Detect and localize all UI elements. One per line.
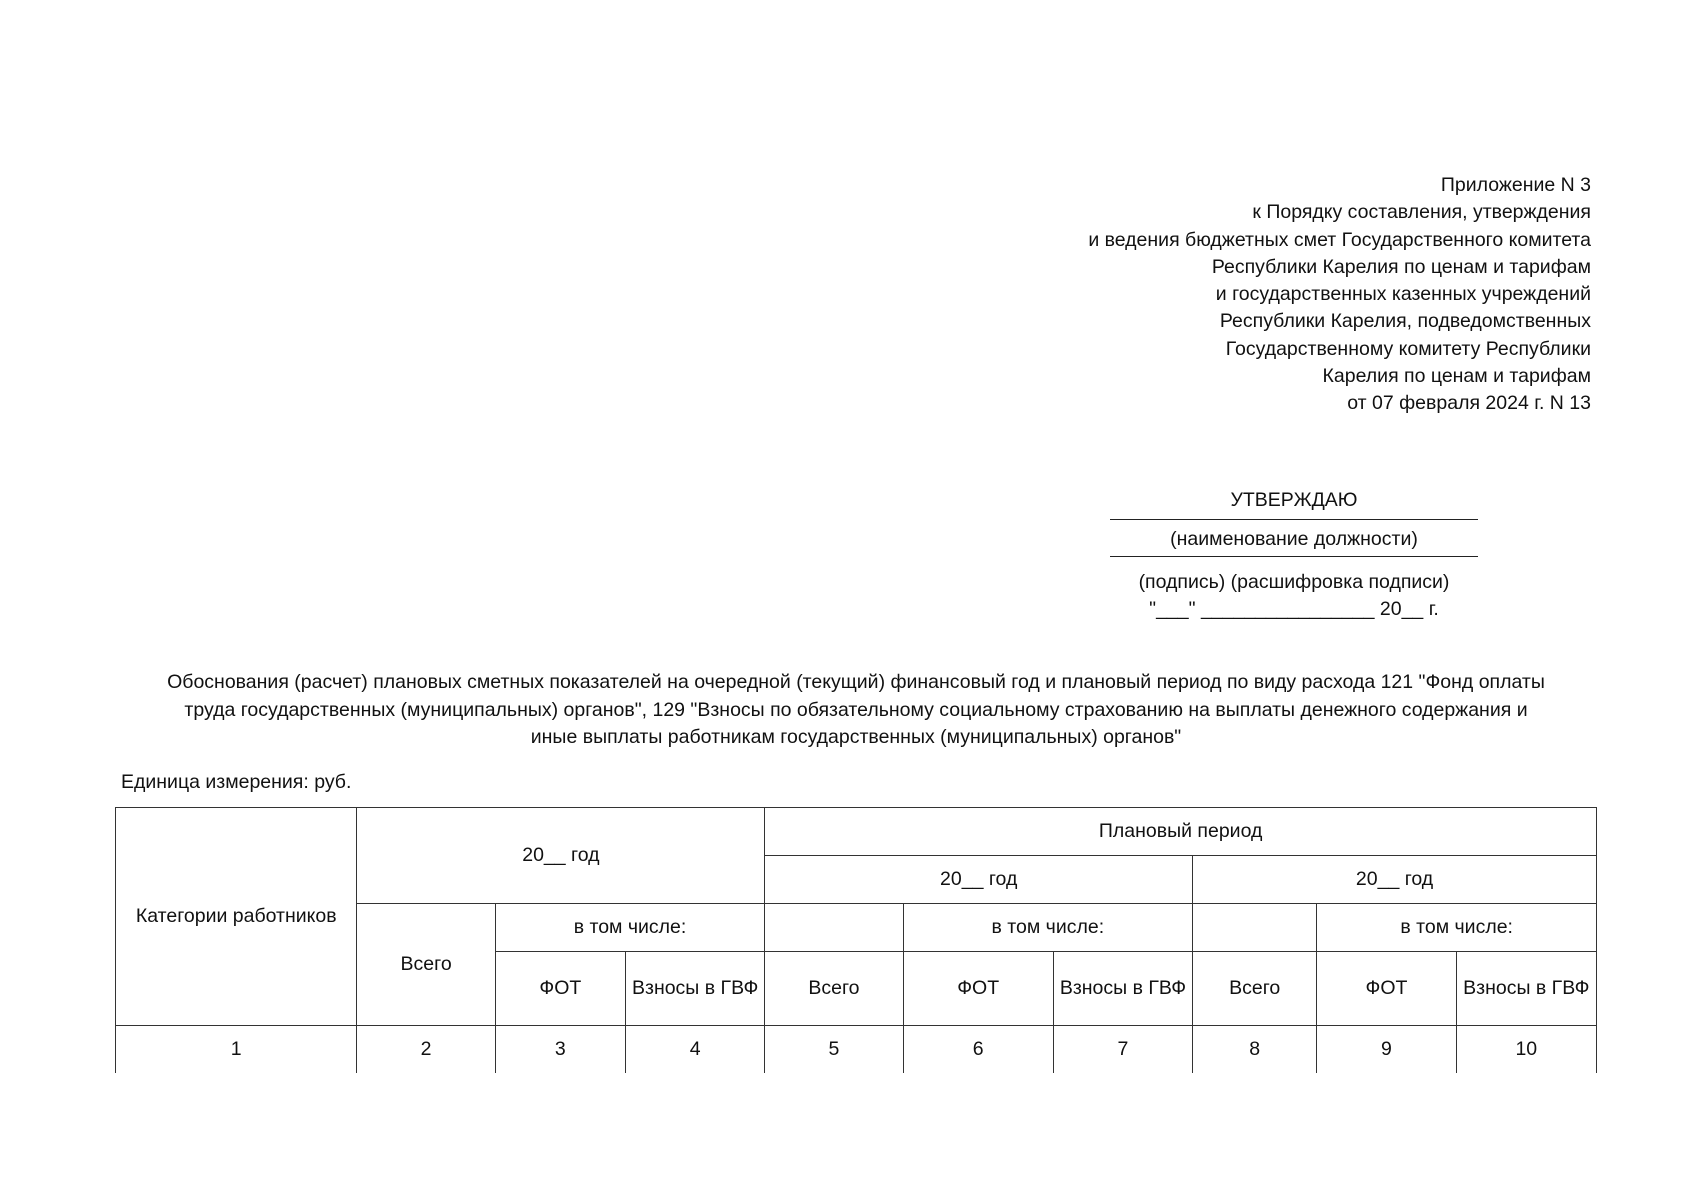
header-plan-year-2: 20__ год bbox=[1193, 856, 1597, 904]
appendix-line: и ведения бюджетных смет Государственного комитета bbox=[1088, 228, 1591, 251]
appendix-block bbox=[991, 172, 1591, 418]
column-number: 7 bbox=[1053, 1026, 1192, 1074]
header-plan2-including: в том числе: bbox=[1317, 904, 1597, 952]
column-number: 1 bbox=[116, 1026, 357, 1074]
header-plan2-blank bbox=[1193, 904, 1317, 952]
appendix-line: Приложение N 3 bbox=[1440, 174, 1591, 196]
column-number-row bbox=[116, 1026, 1597, 1074]
header-current-including: в том числе: bbox=[495, 904, 765, 952]
unit-of-measure: Единица измерения: руб. bbox=[121, 771, 352, 793]
column-number: 8 bbox=[1193, 1026, 1317, 1074]
signature-caption: (подпись) (расшифровка подписи) bbox=[1138, 571, 1450, 593]
appendix-line: Карелия по ценам и тарифам bbox=[1322, 365, 1591, 388]
position-blank-line bbox=[1110, 519, 1478, 520]
document-title-line: труда государственных (муниципальных) органов", 129 "Взносы по обязательному социальному страхованию на выплаты денежного содержания и bbox=[184, 698, 1528, 721]
column-number: 4 bbox=[625, 1026, 764, 1074]
signature-blank-line bbox=[1110, 556, 1478, 557]
appendix-line: Государственному комитету Республики bbox=[1225, 337, 1591, 360]
header-planning-period: Плановый период bbox=[765, 808, 1597, 856]
header-plan2-total: Всего bbox=[1193, 952, 1317, 1026]
appendix-line: от 07 февраля 2024 г. N 13 bbox=[1347, 392, 1591, 415]
appendix-line: и государственных казенных учреждений bbox=[1215, 283, 1591, 306]
column-number: 6 bbox=[903, 1026, 1053, 1074]
header-current-contributions: Взносы в ГВФ bbox=[625, 952, 764, 1026]
approval-block bbox=[1104, 481, 1484, 623]
header-plan1-total: Всего bbox=[765, 952, 903, 1026]
approval-title: УТВЕРЖДАЮ bbox=[1230, 489, 1358, 511]
document-title-line: иные выплаты работникам государственных (муниципальных) органов" bbox=[530, 726, 1182, 748]
header-current-total: Всего bbox=[357, 904, 495, 1026]
position-caption: (наименование должности) bbox=[1170, 528, 1418, 550]
appendix-line: Республики Карелия, подведомственных bbox=[1219, 310, 1591, 333]
header-current-fot: ФОТ bbox=[495, 952, 625, 1026]
header-categories: Категории работников bbox=[116, 808, 357, 1026]
appendix-line: к Порядку составления, утверждения bbox=[1252, 201, 1591, 224]
header-plan1-including: в том числе: bbox=[903, 904, 1193, 952]
column-number: 10 bbox=[1456, 1026, 1596, 1074]
header-plan1-contributions: Взносы в ГВФ bbox=[1053, 952, 1192, 1026]
column-number: 2 bbox=[357, 1026, 495, 1074]
approval-date-line: "___" ________________ 20__ г. bbox=[1149, 598, 1439, 620]
column-number: 9 bbox=[1317, 1026, 1456, 1074]
header-plan2-fot: ФОТ bbox=[1317, 952, 1456, 1026]
header-plan1-blank bbox=[765, 904, 903, 952]
estimate-table bbox=[115, 807, 1597, 1073]
appendix-line: Республики Карелия по ценам и тарифам bbox=[1211, 255, 1591, 278]
column-number: 5 bbox=[765, 1026, 903, 1074]
header-plan1-fot: ФОТ bbox=[903, 952, 1053, 1026]
header-plan2-contributions: Взносы в ГВФ bbox=[1456, 952, 1596, 1026]
header-plan-year-1: 20__ год bbox=[765, 856, 1193, 904]
document-title bbox=[115, 669, 1597, 752]
column-number: 3 bbox=[495, 1026, 625, 1074]
header-current-year: 20__ год bbox=[357, 808, 765, 904]
document-title-line: Обоснования (расчет) плановых сметных показателей на очередной (текущий) финансовый год и плановый период по виду расхода 121 "Фонд оплаты bbox=[167, 671, 1545, 693]
